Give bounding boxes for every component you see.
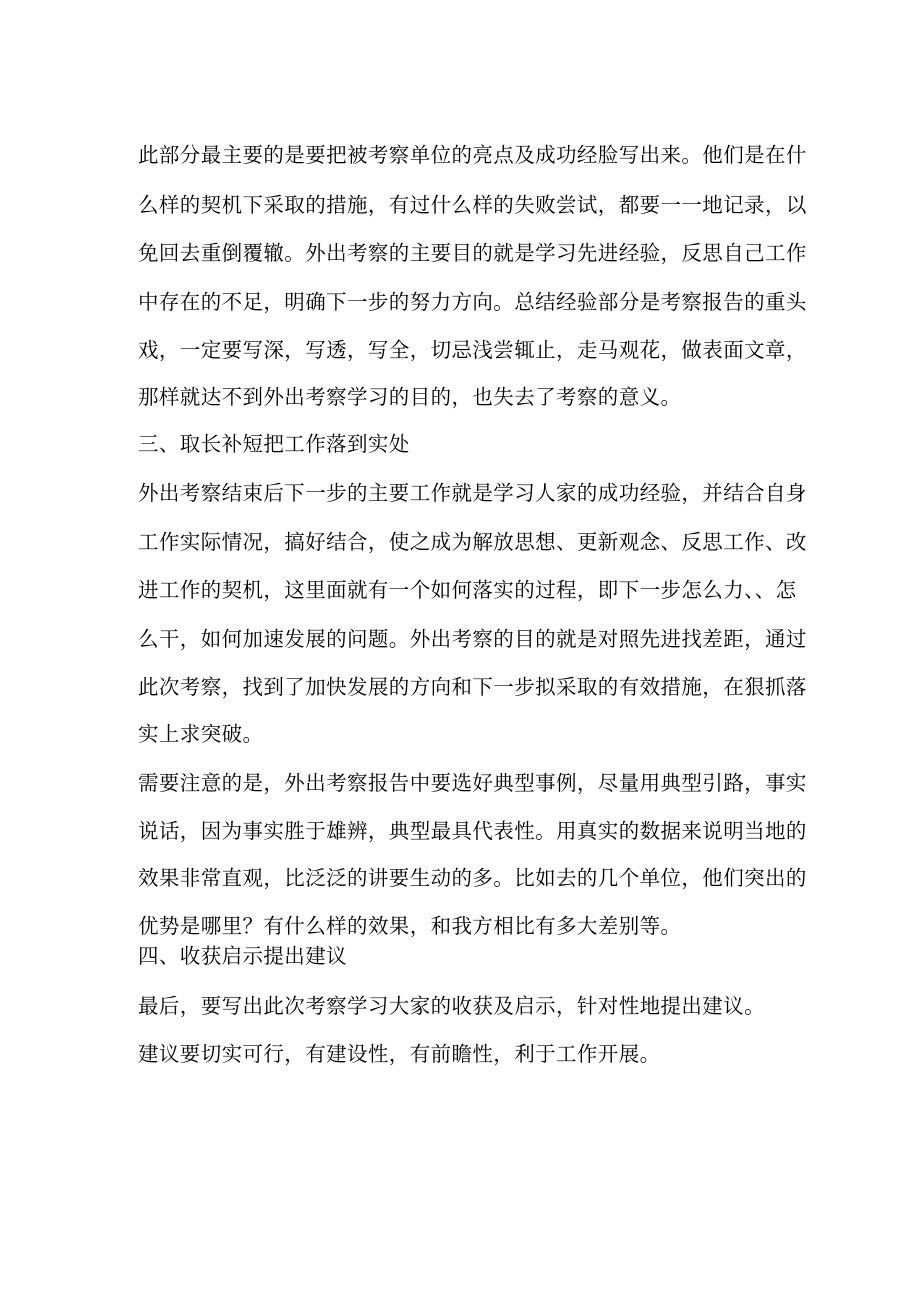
paragraph-1-line-1: 此部分最主要的是要把被考察单位的亮点及成功经脸写出来。他们是在什 (138, 143, 807, 167)
paragraph-5-line-1: 建议要切实可行，有建设性，有前瞻性，利于工作开展。 (138, 1042, 661, 1066)
paragraph-2-line-2: 工作实际情况，搞好结合，使之成为解放思想、更新观念、反思工作、改 (138, 530, 807, 554)
paragraph-2-line-3: 进工作的契机，这里面就有一个如何落实的过程，即下一步怎么力、、怎 (138, 578, 797, 602)
paragraph-3-line-3: 效果非常直观，比泛泛的讲要生动的多。比如去的几个单位，他们突出的 (138, 866, 807, 890)
section-heading-4: 四、收获启示提出建议 (138, 944, 347, 968)
paragraph-1-line-3: 免回去重倒覆辙。外出考察的主要目的就是学习先进经验，反思自己工作 (138, 241, 807, 265)
paragraph-3-line-4: 优势是哪里？有什么样的效果，和我方相比有多大差别等。 (138, 914, 682, 938)
paragraph-2-line-1: 外出考察结束后下一步的主要工作就是学习人家的成功经验，并结合自身 (138, 481, 807, 505)
paragraph-2-line-5: 此次考察，找到了加快发展的方向和下一步拟采取的有效措施，在狠抓落 (138, 675, 807, 699)
paragraph-2-line-4: 么干，如何加速发展的问题。外出考察的目的就是对照先进找差距，通过 (138, 627, 807, 651)
section-heading-3: 三、取长补短把工作落到实处 (138, 432, 410, 456)
paragraph-2-line-6: 实上求突破。 (138, 722, 264, 746)
paragraph-1-line-6: 那样就达不到外出考察学习的目的，也失去了考察的意义。 (138, 385, 682, 409)
paragraph-1-line-4: 中存在的不足，明确下一步的努力方向。总结经验部分是考察报告的重头 (138, 290, 807, 314)
paragraph-3-line-2: 说话，因为事实胜于雄辨，典型最具代表性。用真实的数据来说明当地的 (138, 819, 807, 843)
paragraph-1-line-2: 么样的契机下采取的措施，有过什么样的失败尝试，都要一一地记录，以 (138, 193, 807, 217)
paragraph-3-line-1: 需要注意的是，外出考察报告中要选好典型事例，尽量用典型引路，事实 (138, 771, 807, 795)
paragraph-4-line-1: 最后，要写出此次考察学习大家的收获及启示，针对性地提出建议。 (138, 994, 765, 1018)
paragraph-1-line-5: 戏，一定要写深，写透，写全，切忌浅尝辄止，走马观花，做表面文章， (138, 338, 807, 362)
